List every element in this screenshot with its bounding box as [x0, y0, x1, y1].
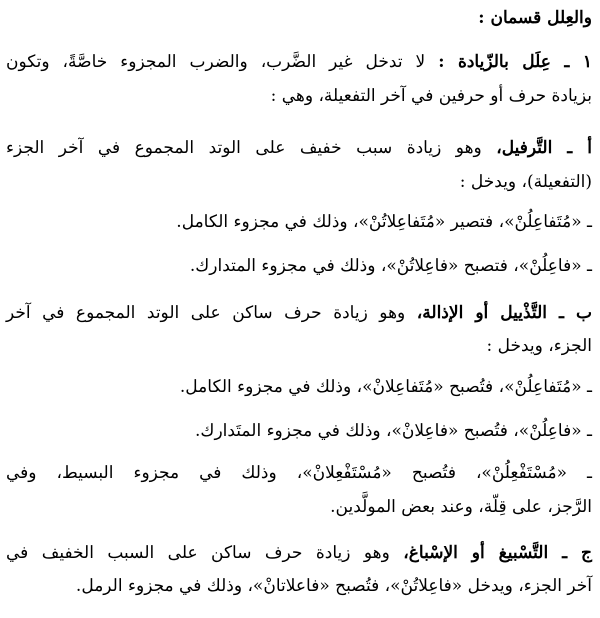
- tarfil-line2: [0, 170, 600, 194]
- tarfil-item-2: [0, 254, 600, 278]
- section1-line2-text: بزيادة حرف أو حرفين في آخر التفعيلة، وهي :: [270, 86, 592, 106]
- tarfil-item-1-text: ـ «مُتَفاعِلُنْ»، فتصير «مُتَفاعِلاتُنْ»، وذلك في مجزوء الكامل.: [176, 212, 592, 232]
- tasbigh-line1: [0, 541, 600, 565]
- tadhyil-item-3-line1: [0, 461, 600, 485]
- section1-line1-text: لا تدخل غير الضَّرب، والضرب المجزوء خاصَّةً، وتكون: [6, 52, 426, 72]
- tasbigh-line1-text: وهو زيادة حرف ساكن على السبب الخفيف في: [6, 543, 390, 563]
- tadhyil-item-2-text: ـ «فاعِلُنْ»، فتُصبح «فاعِلانْ»، وذلك في مجزوء المتَدارك.: [195, 421, 592, 441]
- tadhyil-line2: [0, 334, 600, 358]
- tadhyil-line1: [0, 301, 600, 325]
- tadhyil-item-3-line2-text: الرَّجز، على قِلّة، وعند بعض المولَّدين.: [330, 497, 592, 517]
- tasbigh-title: ج ـ التَّسْبيغ أو الإسْباغ،: [403, 543, 593, 563]
- heading-text: والعِلل قسمان :: [478, 8, 592, 28]
- heading: [0, 6, 600, 30]
- section1-title: ١ ـ عِلَل بالزّيادة :: [438, 52, 593, 72]
- tadhyil-title: ب ـ التَّذْييل أو الإذالة،: [416, 303, 593, 323]
- tasbigh-line2: [0, 574, 600, 598]
- tarfil-line2-text: (التفعيلة)، ويدخل :: [459, 172, 592, 192]
- tadhyil-item-1-text: ـ «مُتَفاعِلُنْ»، فتُصبح «مُتَفاعِلانْ»، وذلك في مجزوء الكامل.: [179, 377, 592, 397]
- tadhyil-item-1: [0, 375, 600, 399]
- tarfil-item-2-text: ـ «فاعِلُنْ»، فتصبح «فاعِلاتُنْ»، وذلك في مجزوء المتدارك.: [189, 256, 592, 276]
- tadhyil-item-2: [0, 419, 600, 443]
- tarfil-title: أ ـ التَّرفيل،: [496, 138, 593, 158]
- tadhyil-line1-text: وهو زيادة حرف ساكن على الوتد المجموع في آخر: [6, 303, 406, 323]
- tadhyil-line2-text: الجزء، ويدخل :: [486, 336, 592, 356]
- tasbigh-line2-text: آخر الجزء، ويدخل «فاعِلاتُنْ»، فتُصبح «فاعلاتانْ»، وذلك في مجزوء الرمل.: [75, 576, 592, 596]
- tarfil-line1: [0, 136, 600, 160]
- tarfil-line1-text: وهو زيادة سبب خفيف على الوتد المجموع في آخر الجزء: [6, 138, 482, 158]
- section1-line1: [0, 50, 600, 74]
- tarfil-item-1: [0, 210, 600, 234]
- section1-line2: [0, 84, 600, 108]
- tadhyil-item-3-line2: [0, 495, 600, 519]
- tadhyil-item-3-line1-text: ـ «مُسْتَفْعِلُنْ»، فتُصبح «مُسْتَفْعِلانْ»، وذلك في مجزوء البسيط، وفي: [6, 463, 592, 483]
